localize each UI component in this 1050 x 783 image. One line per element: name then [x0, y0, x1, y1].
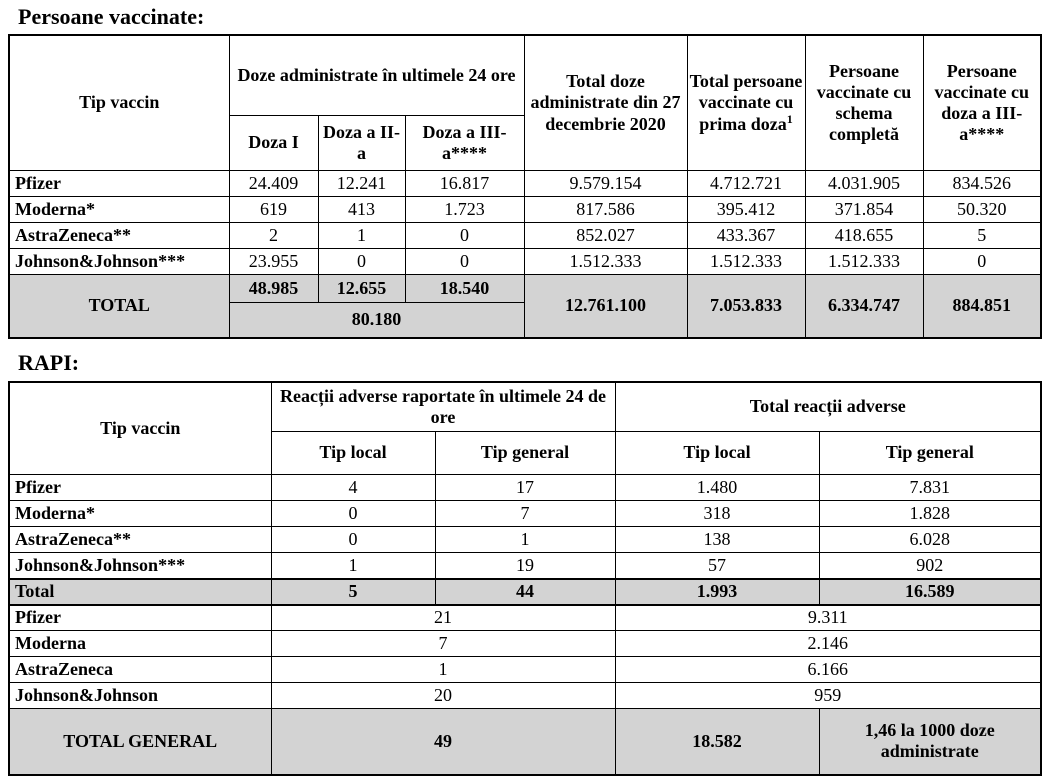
- value-cell: 4.712.721: [687, 170, 805, 196]
- value-cell: 6.166: [615, 657, 1041, 683]
- total-value-cell: 12.761.100: [524, 274, 687, 338]
- value-cell: 23.955: [229, 248, 318, 274]
- total-value-cell: 5: [271, 579, 435, 605]
- summary-row-johnson: [9, 683, 1041, 709]
- value-cell: 371.854: [805, 196, 923, 222]
- section-title-rapi: RAPI:: [18, 350, 80, 376]
- table-row-astrazeneca: [9, 222, 1041, 248]
- value-cell: 1: [271, 657, 615, 683]
- value-cell: 1.723: [405, 196, 524, 222]
- value-cell: 0: [923, 248, 1041, 274]
- vaccine-name-cell: AstraZeneca**: [9, 527, 271, 553]
- value-cell: 1: [435, 527, 615, 553]
- value-cell: 57: [615, 553, 819, 579]
- value-cell: 1: [271, 553, 435, 579]
- total-value-cell: 1.993: [615, 579, 819, 605]
- vaccine-name-cell: Pfizer: [9, 475, 271, 501]
- value-cell: 20: [271, 683, 615, 709]
- table-row-johnson: [9, 553, 1041, 579]
- total-general-rate-cell: 1,46 la 1000 doze administrate: [819, 709, 1041, 775]
- value-cell: 6.028: [819, 527, 1041, 553]
- vaccine-name-cell: Moderna*: [9, 196, 229, 222]
- total-value-cell: 6.334.747: [805, 274, 923, 338]
- value-cell: 2.146: [615, 631, 1041, 657]
- value-cell: 0: [318, 248, 405, 274]
- header-reactii-24h-group: Reacții adverse raportate în ultimele 24 de ore: [271, 382, 615, 432]
- summary-row-astrazeneca: [9, 657, 1041, 683]
- summary-row-pfizer: [9, 605, 1041, 631]
- total-24h-sum-cell: 80.180: [229, 302, 524, 338]
- vaccine-name-cell: Johnson&Johnson***: [9, 248, 229, 274]
- vaccine-name-cell: Pfizer: [9, 605, 271, 631]
- value-cell: 318: [615, 501, 819, 527]
- header-doza-2: Doza a II-a: [318, 115, 405, 170]
- value-cell: 7: [435, 501, 615, 527]
- total-value-cell: 884.851: [923, 274, 1041, 338]
- value-cell: 959: [615, 683, 1041, 709]
- value-cell: 834.526: [923, 170, 1041, 196]
- header-tip-vaccin: Tip vaccin: [9, 382, 271, 475]
- value-cell: 17: [435, 475, 615, 501]
- total-value-cell: 44: [435, 579, 615, 605]
- header-doza-3: Doza a III-a****: [405, 115, 524, 170]
- rapi-table: [8, 381, 1042, 776]
- value-cell: 619: [229, 196, 318, 222]
- value-cell: 4.031.905: [805, 170, 923, 196]
- value-cell: 1.512.333: [805, 248, 923, 274]
- vaccine-name-cell: AstraZeneca: [9, 657, 271, 683]
- value-cell: 1.480: [615, 475, 819, 501]
- table-row-moderna: [9, 501, 1041, 527]
- value-cell: 50.320: [923, 196, 1041, 222]
- total-value-cell: 18.540: [405, 274, 524, 302]
- total-general-24h-cell: 49: [271, 709, 615, 775]
- value-cell: 21: [271, 605, 615, 631]
- value-cell: 24.409: [229, 170, 318, 196]
- value-cell: 395.412: [687, 196, 805, 222]
- total-label-cell: Total: [9, 579, 271, 605]
- value-cell: 19: [435, 553, 615, 579]
- table-row-total-general: [9, 709, 1041, 775]
- header-total-reactii-group: Total reacții adverse: [615, 382, 1041, 432]
- footnote-ref-1: 1: [786, 111, 793, 126]
- value-cell: 0: [405, 222, 524, 248]
- document-page: [0, 4, 1050, 776]
- value-cell: 5: [923, 222, 1041, 248]
- table-row-total: [9, 274, 1041, 302]
- header-doza-1: Doza I: [229, 115, 318, 170]
- table-row-total: [9, 579, 1041, 605]
- value-cell: 138: [615, 527, 819, 553]
- header-persoane-doza-3: Persoane vaccinate cu doza a III-a****: [923, 35, 1041, 170]
- table-row-pfizer: [9, 170, 1041, 196]
- summary-row-moderna: [9, 631, 1041, 657]
- vaccine-name-cell: Moderna*: [9, 501, 271, 527]
- value-cell: 1.512.333: [687, 248, 805, 274]
- value-cell: 1.512.333: [524, 248, 687, 274]
- vaccine-name-cell: Johnson&Johnson***: [9, 553, 271, 579]
- total-value-cell: 7.053.833: [687, 274, 805, 338]
- header-schema-completa: Persoane vaccinate cu schema completă: [805, 35, 923, 170]
- value-cell: 0: [271, 527, 435, 553]
- value-cell: 1: [318, 222, 405, 248]
- value-cell: 7.831: [819, 475, 1041, 501]
- header-total-prima-doza: [687, 35, 805, 170]
- value-cell: 0: [405, 248, 524, 274]
- header-total-prima-doza-text: Total persoane vaccinate cu prima doza: [689, 71, 803, 134]
- total-value-cell: 12.655: [318, 274, 405, 302]
- header-tip-general-24h: Tip general: [435, 432, 615, 475]
- header-total-doze: Total doze administrate din 27 decembrie 2020: [524, 35, 687, 170]
- vaccine-name-cell: AstraZeneca**: [9, 222, 229, 248]
- section-title-persoane-vaccinate: Persoane vaccinate:: [18, 4, 205, 29]
- table-row-astrazeneca: [9, 527, 1041, 553]
- total-general-local-cell: 18.582: [615, 709, 819, 775]
- value-cell: 12.241: [318, 170, 405, 196]
- value-cell: 413: [318, 196, 405, 222]
- value-cell: 9.579.154: [524, 170, 687, 196]
- value-cell: 817.586: [524, 196, 687, 222]
- total-value-cell: 48.985: [229, 274, 318, 302]
- vaccine-name-cell: Moderna: [9, 631, 271, 657]
- table-row-pfizer: [9, 475, 1041, 501]
- value-cell: 418.655: [805, 222, 923, 248]
- header-tip-vaccin: Tip vaccin: [9, 35, 229, 170]
- value-cell: 2: [229, 222, 318, 248]
- total-value-cell: 16.589: [819, 579, 1041, 605]
- value-cell: 852.027: [524, 222, 687, 248]
- value-cell: 16.817: [405, 170, 524, 196]
- total-general-label-cell: TOTAL GENERAL: [9, 709, 271, 775]
- value-cell: 433.367: [687, 222, 805, 248]
- vaccine-name-cell: Johnson&Johnson: [9, 683, 271, 709]
- vaccine-name-cell: Pfizer: [9, 170, 229, 196]
- header-tip-local-total: Tip local: [615, 432, 819, 475]
- value-cell: 7: [271, 631, 615, 657]
- vaccinated-persons-table: [8, 34, 1042, 339]
- value-cell: 1.828: [819, 501, 1041, 527]
- header-tip-general-total: Tip general: [819, 432, 1041, 475]
- header-tip-local-24h: Tip local: [271, 432, 435, 475]
- value-cell: 902: [819, 553, 1041, 579]
- table-row-moderna: [9, 196, 1041, 222]
- header-doze-24h-group: Doze administrate în ultimele 24 ore: [229, 35, 524, 115]
- table-row-johnson: [9, 248, 1041, 274]
- total-label-cell: TOTAL: [9, 274, 229, 338]
- value-cell: 4: [271, 475, 435, 501]
- value-cell: 9.311: [615, 605, 1041, 631]
- value-cell: 0: [271, 501, 435, 527]
